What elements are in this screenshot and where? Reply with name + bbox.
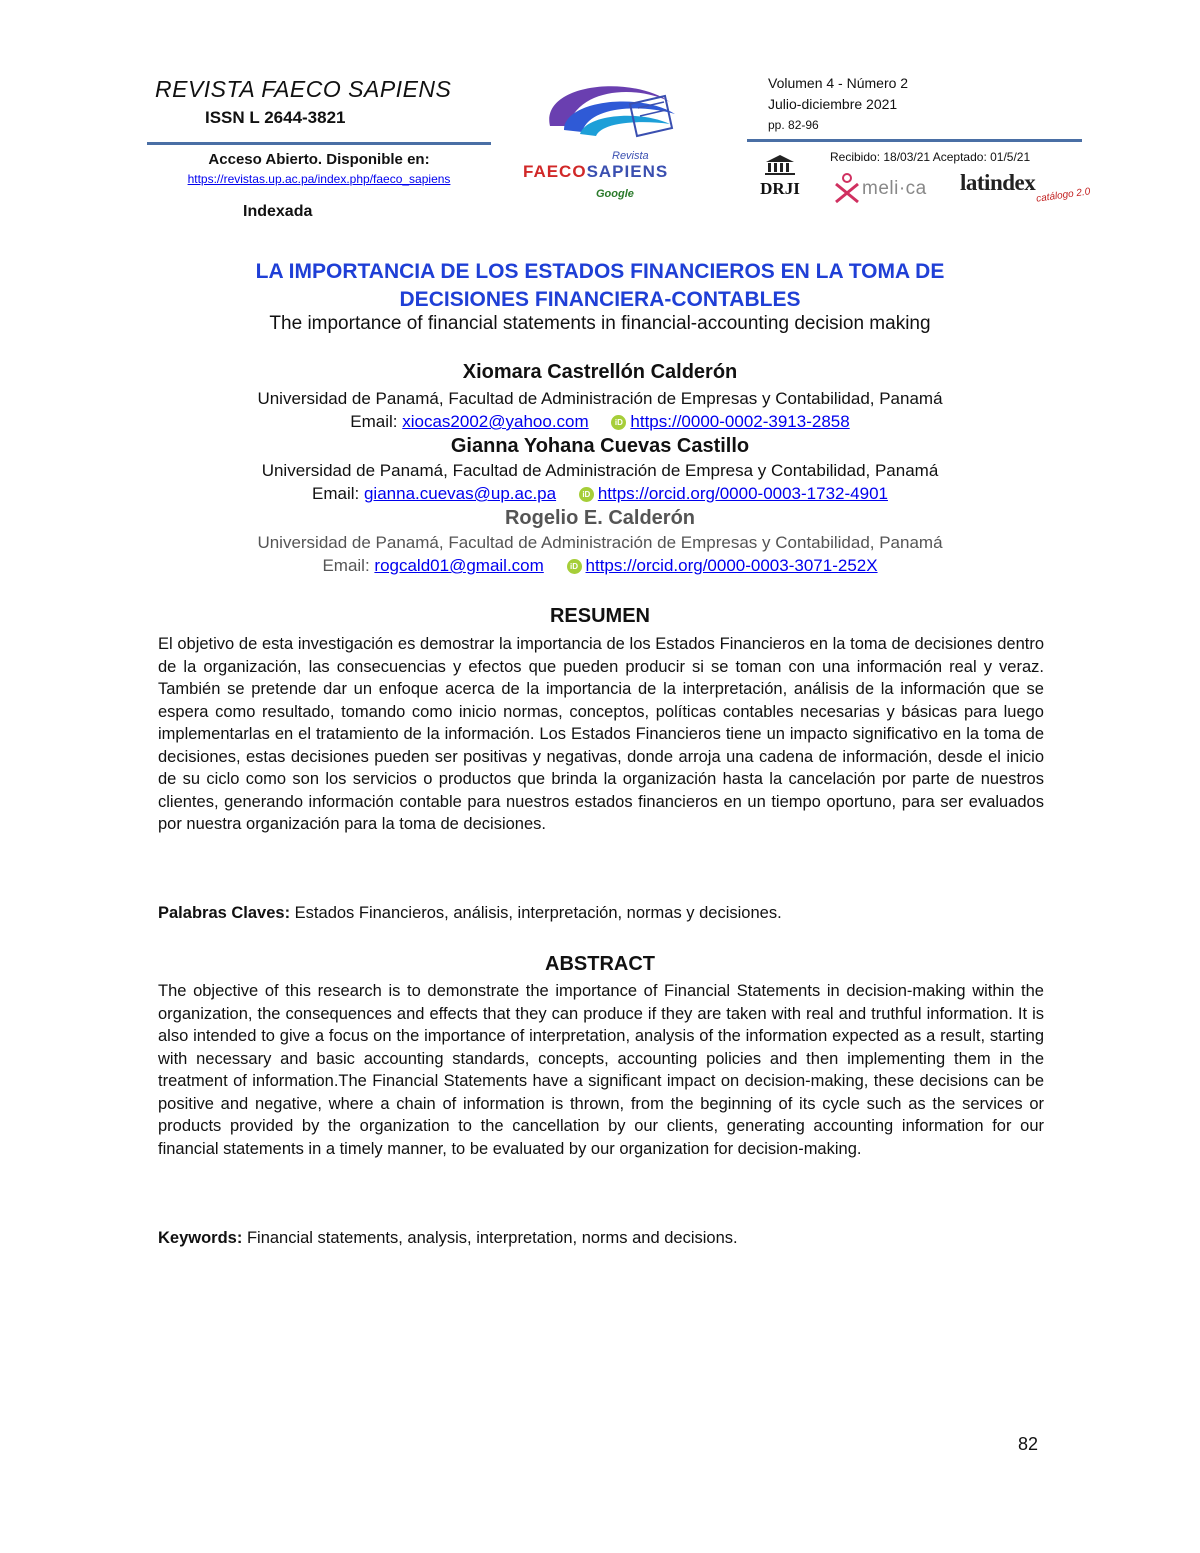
indexed-label: Indexada xyxy=(243,203,313,220)
author-name: Rogelio E. Calderón xyxy=(504,507,696,529)
author-orcid-link[interactable]: https://orcid.org/0000-0003-1732-4901 xyxy=(597,484,888,503)
page-number: 82 xyxy=(1018,1434,1039,1454)
orcid-icon: iD xyxy=(611,415,626,430)
email-label: Email: xyxy=(322,556,370,575)
drji-logo xyxy=(750,154,810,199)
drji-text: DRJI xyxy=(760,179,800,198)
author-contact xyxy=(100,412,1100,432)
author-orcid-link[interactable]: https://orcid.org/0000-0003-3071-252X xyxy=(585,556,878,575)
latindex-catalog-text: catálogo 2.0 xyxy=(1035,186,1092,205)
abstract-keywords xyxy=(158,1227,1044,1250)
abstract-keywords-text: Financial statements, analysis, interpretation, norms and decisions. xyxy=(242,1229,738,1247)
issn: ISSN L 2644-3821 xyxy=(205,108,346,127)
received-accepted-dates: Recibido: 18/03/21 Aceptado: 01/5/21 xyxy=(830,150,1031,164)
article-title-line-1: LA IMPORTANCIA DE LOS ESTADOS FINANCIEROS EN LA TOMA DE xyxy=(255,260,945,283)
resumen-keywords-text: Estados Financieros, análisis, interpretación, normas y decisiones. xyxy=(290,904,782,922)
book-swoosh-icon xyxy=(520,74,720,154)
author-contact xyxy=(100,484,1100,504)
header-rule-right xyxy=(747,139,1082,142)
author-affiliation: Universidad de Panamá, Facultad de Administración de Empresas y Contabilidad, Panamá xyxy=(257,389,943,408)
author-email-link[interactable]: xiocas2002@yahoo.com xyxy=(402,412,589,431)
melica-logo xyxy=(832,172,944,206)
faeco-sapiens-logo xyxy=(520,74,720,214)
orcid-icon: iD xyxy=(579,487,594,502)
article-title-line-2: DECISIONES FINANCIERA-CONTABLES xyxy=(399,288,801,311)
author-orcid-link[interactable]: https://0000-0002-3913-2858 xyxy=(630,412,850,431)
melica-cross-icon xyxy=(832,172,862,206)
author-affiliation: Universidad de Panamá, Facultad de Administración de Empresa y Contabilidad, Panamá xyxy=(261,461,939,480)
email-label: Email: xyxy=(312,484,360,503)
google-scholar-badge: Google xyxy=(596,188,634,200)
logo-title-faeco: FAECO xyxy=(523,162,587,181)
abstract-heading: ABSTRACT xyxy=(545,953,655,975)
latindex-logo xyxy=(958,170,1098,210)
email-label: Email: xyxy=(350,412,398,431)
resumen-heading: RESUMEN xyxy=(549,605,650,627)
volume-number: Volumen 4 - Número 2 xyxy=(768,75,909,91)
logo-title-text xyxy=(523,162,668,182)
abstract-body: The objective of this research is to demonstrate the importance of Financial Statements in decision-making within the organization, the consequences and effects that they can produce if they are taken with real and truthful information. It is also intended to give a focus on the importance of interpretation, analysis of the information expected as a result, starting with necessary and basic accounting standards, concepts, accounting policies and then implementing them in the treatment of information.The Financial Statements have a significant impact on decision-making, these decisions can be positive and negative, where a chain of information is thrown, from the beginning of its cycle such as the services or products provided by the organization to the cancellation by our clients, generating accounting information for our financial statements in a timely manner, to be evaluated by our organization for decision-making. xyxy=(158,982,1044,1158)
author-name: Gianna Yohana Cuevas Castillo xyxy=(450,435,750,457)
author-affiliation: Universidad de Panamá, Facultad de Administración de Empresas y Contabilidad, Panamá xyxy=(257,533,943,552)
orcid-icon: iD xyxy=(567,559,582,574)
melica-text: meli·ca xyxy=(862,178,927,199)
journal-name: REVISTA FAECO SAPIENS xyxy=(155,76,452,102)
open-access-label: Acceso Abierto. Disponible en: xyxy=(208,151,430,168)
journal-url-link[interactable]: https://revistas.up.ac.pa/index.php/faeco_sapiens xyxy=(187,172,451,186)
article-title xyxy=(100,258,1100,314)
logo-revista-text: Revista xyxy=(612,150,649,162)
author-email-link[interactable]: rogcald01@gmail.com xyxy=(374,556,544,575)
header-rule-left xyxy=(147,142,491,145)
page-range: pp. 82-96 xyxy=(768,118,819,132)
logo-title-sapiens: SAPIENS xyxy=(586,162,669,181)
abstract-keywords-label: Keywords: xyxy=(158,1229,243,1247)
author-contact xyxy=(100,556,1100,576)
resumen-body: El objetivo de esta investigación es demostrar la importancia de los Estados Financieros en la toma de decisiones dentro de la organización, las consecuencias y efectos que pueden producir si se toman con una información real y veraz. También se pretende dar un enfoque acerca de la importancia de la interpretación, análisis de la información que se espera como resultado, tomando como inicio normas, conceptos, políticas contables necesarias y básicas para luego implementarlas en el tratamiento de la información. Los Estados Financieros tiene un impacto significativo en la toma de decisiones, estas decisiones pueden ser positivas y negativas, donde arroja una cadena de información, desde el inicio de su ciclo como son los servicios o productos que brinda la organización hasta la cancelación por parte de nuestros clientes, generando información contable para nuestros estados financieros en un tiempo oportuno, para ser evaluados por nuestra organización para la toma de decisiones. xyxy=(158,635,1044,833)
building-columns-icon xyxy=(762,154,798,176)
author-name: Xiomara Castrellón Calderón xyxy=(462,361,738,383)
volume-info xyxy=(768,73,908,136)
article-title-english: The importance of financial statements in financial-accounting decision making xyxy=(269,313,931,334)
latindex-text: latindex xyxy=(960,170,1036,195)
author-email-link[interactable]: gianna.cuevas@up.ac.pa xyxy=(363,484,557,503)
volume-period: Julio-diciembre 2021 xyxy=(768,96,898,112)
resumen-keywords-label: Palabras Claves: xyxy=(158,904,291,922)
resumen-keywords xyxy=(158,902,1044,925)
